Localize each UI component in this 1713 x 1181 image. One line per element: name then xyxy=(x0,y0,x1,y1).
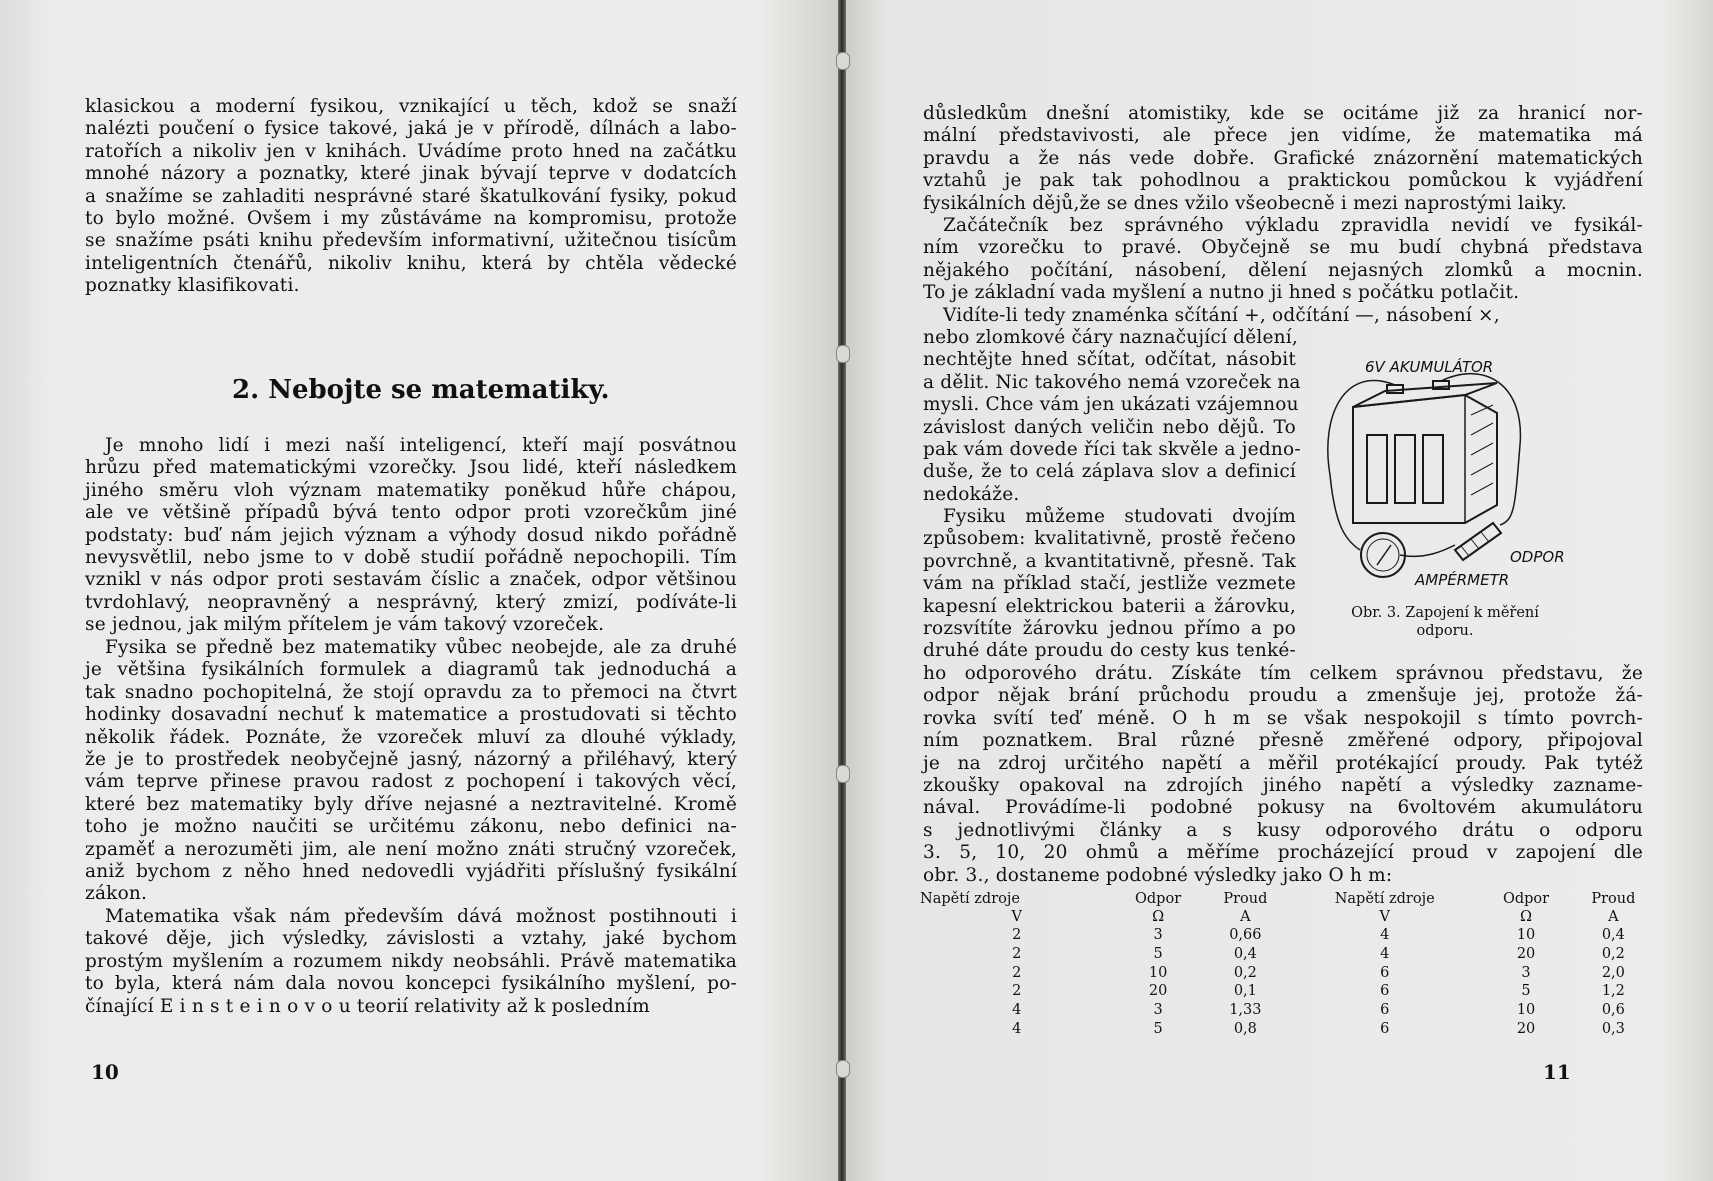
text-line: několik řádek. Poznáte, že vzoreček mluví za dlouhé výklady, xyxy=(85,726,737,748)
text-line: s jednotlivými články a s kusy odporového drátu o odporu xyxy=(923,819,1643,841)
text-line: podstaty: buď nám jejich význam a výhody dosud nikdo pořádně xyxy=(85,524,737,546)
binding-stitch xyxy=(836,765,850,783)
table-cell: 0,8 xyxy=(1233,1020,1257,1037)
table-cell: 4 xyxy=(1380,927,1390,943)
text-line: se snažíme psáti knihu především informativní, užitečnou tisícům xyxy=(85,230,737,252)
table-row xyxy=(920,964,1656,983)
text-line: takové děje, jich výsledky, závislosti a vztahy, jaké bychom xyxy=(85,928,737,950)
text-line: ním poznatkem. Bral různé přesně změřené odpory, připojoval xyxy=(923,730,1643,752)
right-paragraph-4 xyxy=(923,506,1296,663)
header-resistance-2: Odpor xyxy=(1502,891,1550,907)
figure-caption xyxy=(1330,604,1560,640)
text-line: nedokáže. xyxy=(923,483,1020,505)
text-line: to bylo možné. Ovšem i my zůstáváme na kompromisu, protože xyxy=(85,208,737,230)
table-header-row xyxy=(920,890,1656,908)
table-cell: 10 xyxy=(1516,927,1536,943)
text-line: klasickou a moderní fysikou, vznikající u těch, kdož se snaží xyxy=(85,96,737,117)
table-cell: 2 xyxy=(1012,945,1022,962)
text-line: zákon. xyxy=(85,883,148,905)
text-line: vztahů je pak tak pohodlnou a praktickou pomůckou k vyjádření xyxy=(923,170,1643,192)
text-line: tak snadno pochopitelná, že stojí opravdu za to přemoci na čtvrt xyxy=(85,681,737,703)
binding-stitch xyxy=(836,1060,850,1078)
ammeter-icon xyxy=(1361,533,1405,577)
left-paragraph-4 xyxy=(85,906,737,1018)
binding-stitch xyxy=(836,345,850,363)
text-line: nechtějte hned sčítat, odčítat, násobit xyxy=(923,349,1296,371)
text-line: že je to prostředek neobyčejně jasný, názorný a přiléhavý, který xyxy=(85,749,737,771)
table-cell: 4 xyxy=(1012,1020,1022,1037)
table-body xyxy=(920,926,1656,1039)
unit-resistance-2: Ω xyxy=(1520,909,1533,925)
table-cell: 10 xyxy=(1516,1002,1536,1019)
header-resistance-1: Odpor xyxy=(1135,891,1182,907)
unit-current-2: A xyxy=(1608,909,1619,925)
text-line: důsledkům dnešní atomistiky, kde se ocitáme již za hranicí nor- xyxy=(923,103,1643,124)
table-cell: 3 xyxy=(1153,1002,1163,1019)
table-cell: 5 xyxy=(1153,945,1163,962)
table-cell: 3 xyxy=(1521,964,1531,981)
resistor-icon xyxy=(1455,523,1501,560)
text-line: mysli. Chce vám jen ukázati vzájemnou xyxy=(923,394,1299,416)
text-line: závislost daných veličin nebo dějů. To xyxy=(923,416,1296,438)
text-line: zkoušky opakoval na zdrojích jiného napětí a výsledky zazname- xyxy=(923,775,1643,797)
table-cell: 0,2 xyxy=(1233,964,1257,981)
text-line: hodinky dosavadní nechuť k matematice a prostudovati si těchto xyxy=(85,704,737,726)
table-cell: 2 xyxy=(1012,964,1022,981)
text-line: To je základní vada myšlení a nutno ji hned s počátku potlačit. xyxy=(923,282,1520,304)
text-line: aniž bychom z něho hned nedovedli vyjádřiti příslušný fysikální xyxy=(85,861,737,883)
text-line: nával. Provádíme-li podobné pokusy na 6voltovém akumulátoru xyxy=(923,797,1643,819)
text-line: nějakého počítání, násobení, dělení nejasných zlomků a mocnin. xyxy=(923,259,1643,281)
caption-line-1: Obr. 3. Zapojení k měření xyxy=(1351,605,1539,621)
text-line: Fysika se předně bez matematiky vůbec neobejde, ale za druhé xyxy=(105,637,737,658)
table-cell: 0,2 xyxy=(1601,945,1625,962)
table-row xyxy=(920,982,1656,1001)
text-line: tvrdohlavý, neopravněný a nesprávný, který zmizí, podíváte-li xyxy=(85,591,737,613)
text-line: ho odporového drátu. Získáte tím celkem správnou představu, že xyxy=(923,663,1643,684)
text-line: inteligentních čtenářů, nikoliv knihu, která by chtěla vědecké xyxy=(85,252,737,274)
text-line: toho je možno naučiti se určitému zákonu, nebo definici na- xyxy=(85,816,737,838)
page-number-left: 10 xyxy=(91,1060,119,1084)
table-cell: 6 xyxy=(1380,983,1390,1000)
text-line: povrchně, a kvantitativně, přesně. Tak xyxy=(923,550,1296,572)
text-line: pravdu a že nás vede dobře. Grafické znázornění matematických xyxy=(923,147,1643,169)
table-cell: 2 xyxy=(1012,983,1022,1000)
table-cell: 6 xyxy=(1380,964,1390,981)
header-current-2: Proud xyxy=(1591,891,1636,907)
right-paragraph-1 xyxy=(923,103,1643,215)
text-line: kapesní elektrickou baterii a žárovku, xyxy=(923,595,1296,617)
table-cell: 0,1 xyxy=(1233,983,1257,1000)
text-line: rozsvítíte žárovku jednou přímo a po xyxy=(923,618,1296,640)
text-line: obr. 3., dostaneme podobné výsledky jako O h m: xyxy=(923,864,1393,886)
table-cell: 6 xyxy=(1380,1002,1390,1019)
header-voltage-2: Napětí zdroje xyxy=(1334,891,1435,907)
right-paragraph-3 xyxy=(923,327,1301,506)
measurement-table xyxy=(920,890,1656,1039)
unit-resistance-1: Ω xyxy=(1152,909,1165,925)
text-line: ním vzorečku to pravé. Obyčejně se mu budí chybná představa xyxy=(923,237,1643,259)
header-voltage-1: Napětí zdroje xyxy=(920,891,1020,907)
table-cell: 3 xyxy=(1153,927,1163,943)
table-cell: 0,3 xyxy=(1601,1020,1625,1037)
book-gutter xyxy=(838,0,846,1181)
text-line: duše, že to celá záplava slov a definicí xyxy=(923,461,1296,483)
table-cell: 0,6 xyxy=(1601,1002,1625,1019)
table-cell: 2 xyxy=(1012,927,1022,943)
text-line: jiného směru vloh význam matematiky poněkud hůře chápou, xyxy=(85,479,737,501)
text-line: mální představivosti, ale přece jen vidíme, že matematika má xyxy=(923,125,1643,147)
left-paragraph-2 xyxy=(85,435,737,637)
ammeter-label: AMPÉRMETR xyxy=(1415,571,1510,589)
text-line: odpor nějak brání průchodu proudu a zmenšuje jej, protože žá- xyxy=(923,685,1643,707)
text-line: zpaměť a nerozuměti jim, ale není možno znáti stručný vzoreček, xyxy=(85,838,737,860)
text-line: čínající E i n s t e i n o v o u teorií relativity až k posledním xyxy=(85,995,650,1017)
text-line: nalézti poučení o fysice takové, jaká je v přírodě, dílnách a labo- xyxy=(85,118,737,140)
table-cell: 5 xyxy=(1521,983,1531,1000)
caption-line-2: odporu. xyxy=(1416,623,1474,639)
text-line: mnohé názory a poznatky, které jinak bývají teprve v dodatcích xyxy=(85,163,737,185)
table-cell: 1,33 xyxy=(1229,1002,1262,1019)
text-line: vznikl v nás odpor proti sestavám číslic a značek, odpor většinou xyxy=(85,569,737,591)
table-cell: 20 xyxy=(1516,1020,1536,1037)
right-paragraph-3-first-line: Vidíte-li tedy znaménka sčítání +, odčítání —, násobení ×, xyxy=(943,305,1500,326)
table-cell: 10 xyxy=(1148,964,1168,981)
text-line: rovka svítí teď méně. O h m se však nespokojil s tímto povrch- xyxy=(923,707,1643,729)
text-line: hrůzu před matematickými vzorečky. Jsou lidé, kteří následkem xyxy=(85,457,737,479)
table-cell: 4 xyxy=(1380,945,1390,962)
text-line: vám teprve přinese pravou radost z pochopení i takových věcí, xyxy=(85,771,737,793)
battery-circuit-drawing xyxy=(1325,355,1530,605)
left-paragraph-3 xyxy=(85,637,737,906)
text-line: ale ve většině případů bývá tento odpor proti vzorečkům jiné xyxy=(85,502,737,524)
table-cell: 5 xyxy=(1153,1020,1163,1037)
text-line: fysikálních dějů,že se dnes vžilo všeobecně i mezi naprostými laiky. xyxy=(923,192,1567,214)
text-line: je většina fysikálních formulek a diagramů tak jednoduchá a xyxy=(85,659,737,681)
text-line: Je mnoho lidí i mezi naší inteligencí, kteří mají posvátnou xyxy=(105,435,737,456)
text-line: způsobem: kvalitativně, prostě řečeno xyxy=(923,528,1296,550)
left-paragraph-1 xyxy=(85,96,737,298)
table-row xyxy=(920,1020,1656,1039)
text-line: nevysvětlil, nebo jsme to v době studií pořádně nepochopili. Tím xyxy=(85,547,737,569)
table-cell: 0,4 xyxy=(1601,927,1625,943)
table-cell: 0,4 xyxy=(1233,945,1257,962)
unit-voltage-2: V xyxy=(1379,909,1390,925)
battery-label: 6V AKUMULÁTOR xyxy=(1365,358,1494,376)
table-cell: 1,2 xyxy=(1601,983,1625,1000)
page-number-right: 11 xyxy=(1543,1060,1571,1084)
table-cell: 20 xyxy=(1148,983,1168,1000)
table-cell: 20 xyxy=(1516,945,1536,962)
right-paragraph-2 xyxy=(923,215,1643,305)
table-row xyxy=(920,1001,1656,1020)
text-line: Začátečník bez správného výkladu zpravidla nevidí ve fysikál- xyxy=(943,215,1643,236)
text-line: poznatky klasifikovati. xyxy=(85,275,300,297)
resistor-label: ODPOR xyxy=(1510,548,1565,566)
text-line: nebo zlomkové čáry naznačující dělení, xyxy=(923,327,1298,348)
text-line: to byla, která nám dala novou koncepci fysikálního myšlení, po- xyxy=(85,973,737,995)
table-unit-row xyxy=(920,908,1656,926)
text-line: Matematika však nám především dává možnost postihnouti i xyxy=(105,906,737,927)
text-line: prostým myšlením a rozumem nikdy neobsáhli. Právě matematika xyxy=(85,950,737,972)
unit-current-1: A xyxy=(1240,909,1251,925)
text-line: 3. 5, 10, 20 ohmů a měříme procházející proud v zapojení dle xyxy=(923,842,1643,864)
text-line: Fysiku můžeme studovati dvojím xyxy=(943,506,1296,527)
text-line: je na zdroj určitého napětí a měřil protékající proudy. Pak tytéž xyxy=(923,752,1643,774)
text-line: pak vám dovede říci tak skvěle a jedno- xyxy=(923,439,1301,461)
binding-stitch xyxy=(836,52,850,70)
table-row xyxy=(920,926,1656,945)
text-line: a snažíme se zahladiti nesprávné staré škatulkování fysiky, pokud xyxy=(85,185,737,207)
text-line: druhé dáte proudu do cesty kus tenké- xyxy=(923,640,1296,662)
left-page xyxy=(0,0,840,1181)
text-line: se jednou, jak milým přítelem je vám takový vzoreček. xyxy=(85,614,605,636)
header-current-1: Proud xyxy=(1223,891,1268,907)
circuit-figure xyxy=(1325,355,1530,605)
section-heading: 2. Nebojte se matematiky. xyxy=(232,375,610,405)
text-line: které bez matematiky byly dříve nejasné a neztravitelné. Kromě xyxy=(85,793,737,815)
table-row xyxy=(920,945,1656,964)
text-line: a dělit. Nic takového nemá vzoreček na xyxy=(923,371,1301,393)
unit-voltage-1: V xyxy=(1011,909,1022,925)
right-paragraph-4-continued xyxy=(923,663,1643,887)
table-cell: 2,0 xyxy=(1601,964,1625,981)
text-line: vám na příklad stačí, jestliže vezmete xyxy=(923,573,1296,595)
text-line: ratořích a nikoliv jen v knihách. Uvádíme proto hned na začátku xyxy=(85,140,737,162)
table-cell: 6 xyxy=(1380,1020,1390,1037)
table-cell: 0,66 xyxy=(1229,927,1262,943)
table-cell: 4 xyxy=(1012,1002,1022,1019)
